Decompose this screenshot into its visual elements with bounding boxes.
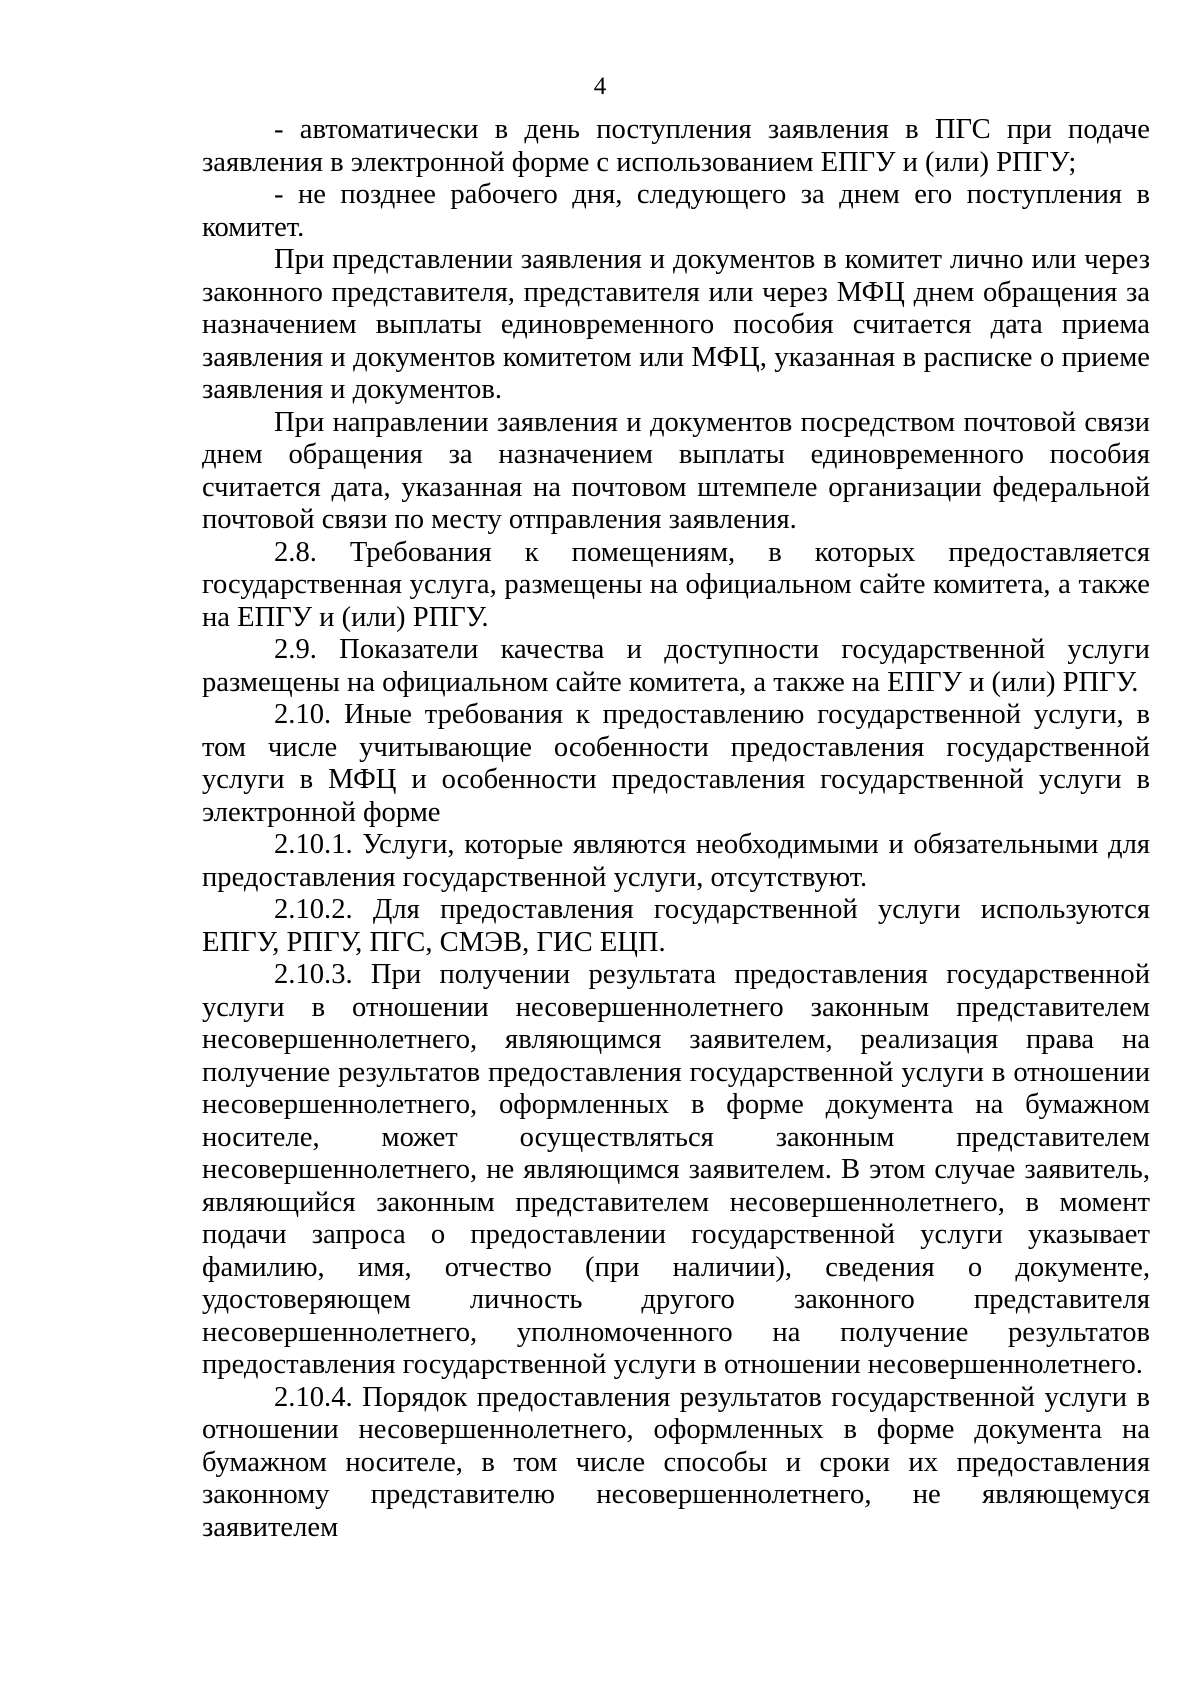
section-2-8: 2.8. Требования к помещениям, в которых предоставляется государственная услуга, размещены на официальном сайте комитета, а также на ЕПГУ и (или) РПГУ. (202, 536, 1150, 633)
section-2-10-3: 2.10.3. При получении результата предоставления государственной услуги в отношении несовершеннолетнего законным представителем несовершеннолетнего, являющимся заявителем, реализация права на получение результатов предоставления государственной услуги в отношении несовершеннолетнего, оформленных в форме документа на бумажном носителе, может осуществляться законным представителем несовершеннолетнего, не являющимся заявителем. В этом случае заявитель, являющийся законным представителем несовершеннолетнего, в момент подачи запроса о предоставлении государственной услуги указывает фамилию, имя, отчество (при наличии), сведения о документе, удостоверяющем личность другого законного представителя несовершеннолетнего, уполномоченного на получение результатов предоставления государственной услуги в отношении несовершеннолетнего. (202, 959, 1150, 1380)
section-2-9: 2.9. Показатели качества и доступности государственной услуги размещены на официальном сайте комитета, а также на ЕПГУ и (или) РПГУ. (202, 634, 1150, 698)
document-body (202, 114, 1150, 1544)
section-2-10-1: 2.10.1. Услуги, которые являются необходимыми и обязательными для предоставления государственной услуги, отсутствуют. (202, 829, 1150, 893)
page-number: 4 (593, 73, 607, 100)
section-2-10-4: 2.10.4. Порядок предоставления результатов государственной услуги в отношении несовершеннолетнего, оформленных в форме документа на бумажном носителе, в том числе способы и сроки их предоставления законному представителю несовершеннолетнего, не являющемуся заявителем (202, 1381, 1150, 1543)
paragraph-personal-submission: При представлении заявления и документов в комитет лично или через законного представителя, представителя или через МФЦ днем обращения за назначением выплаты единовременного пособия считается дата приема заявления и документов комитетом или МФЦ, указанная в расписке о приеме заявления и документов. (202, 244, 1150, 405)
paragraph-postal-submission: При направлении заявления и документов посредством почтовой связи днем обращения за назначением выплаты единовременного пособия считается дата, указанная на почтовом штемпеле организации федеральной почтовой связи по месту отправления заявления. (202, 406, 1150, 535)
section-2-10-2: 2.10.2. Для предоставления государственной услуги используются ЕПГУ, РПГУ, ПГС, СМЭВ, ГИС ЕЦП. (202, 894, 1150, 958)
paragraph-next-working-day: - не позднее рабочего дня, следующего за днем его поступления в комитет. (202, 179, 1150, 243)
section-2-10: 2.10. Иные требования к предоставлению государственной услуги, в том числе учитывающие особенности предоставления государственной услуги в МФЦ и особенности предоставления государственной услуги в электронной форме (202, 699, 1150, 828)
paragraph-auto-registration: - автоматически в день поступления заявления в ПГС при подаче заявления в электронной форме с использованием ЕПГУ и (или) РПГУ; (202, 114, 1150, 178)
